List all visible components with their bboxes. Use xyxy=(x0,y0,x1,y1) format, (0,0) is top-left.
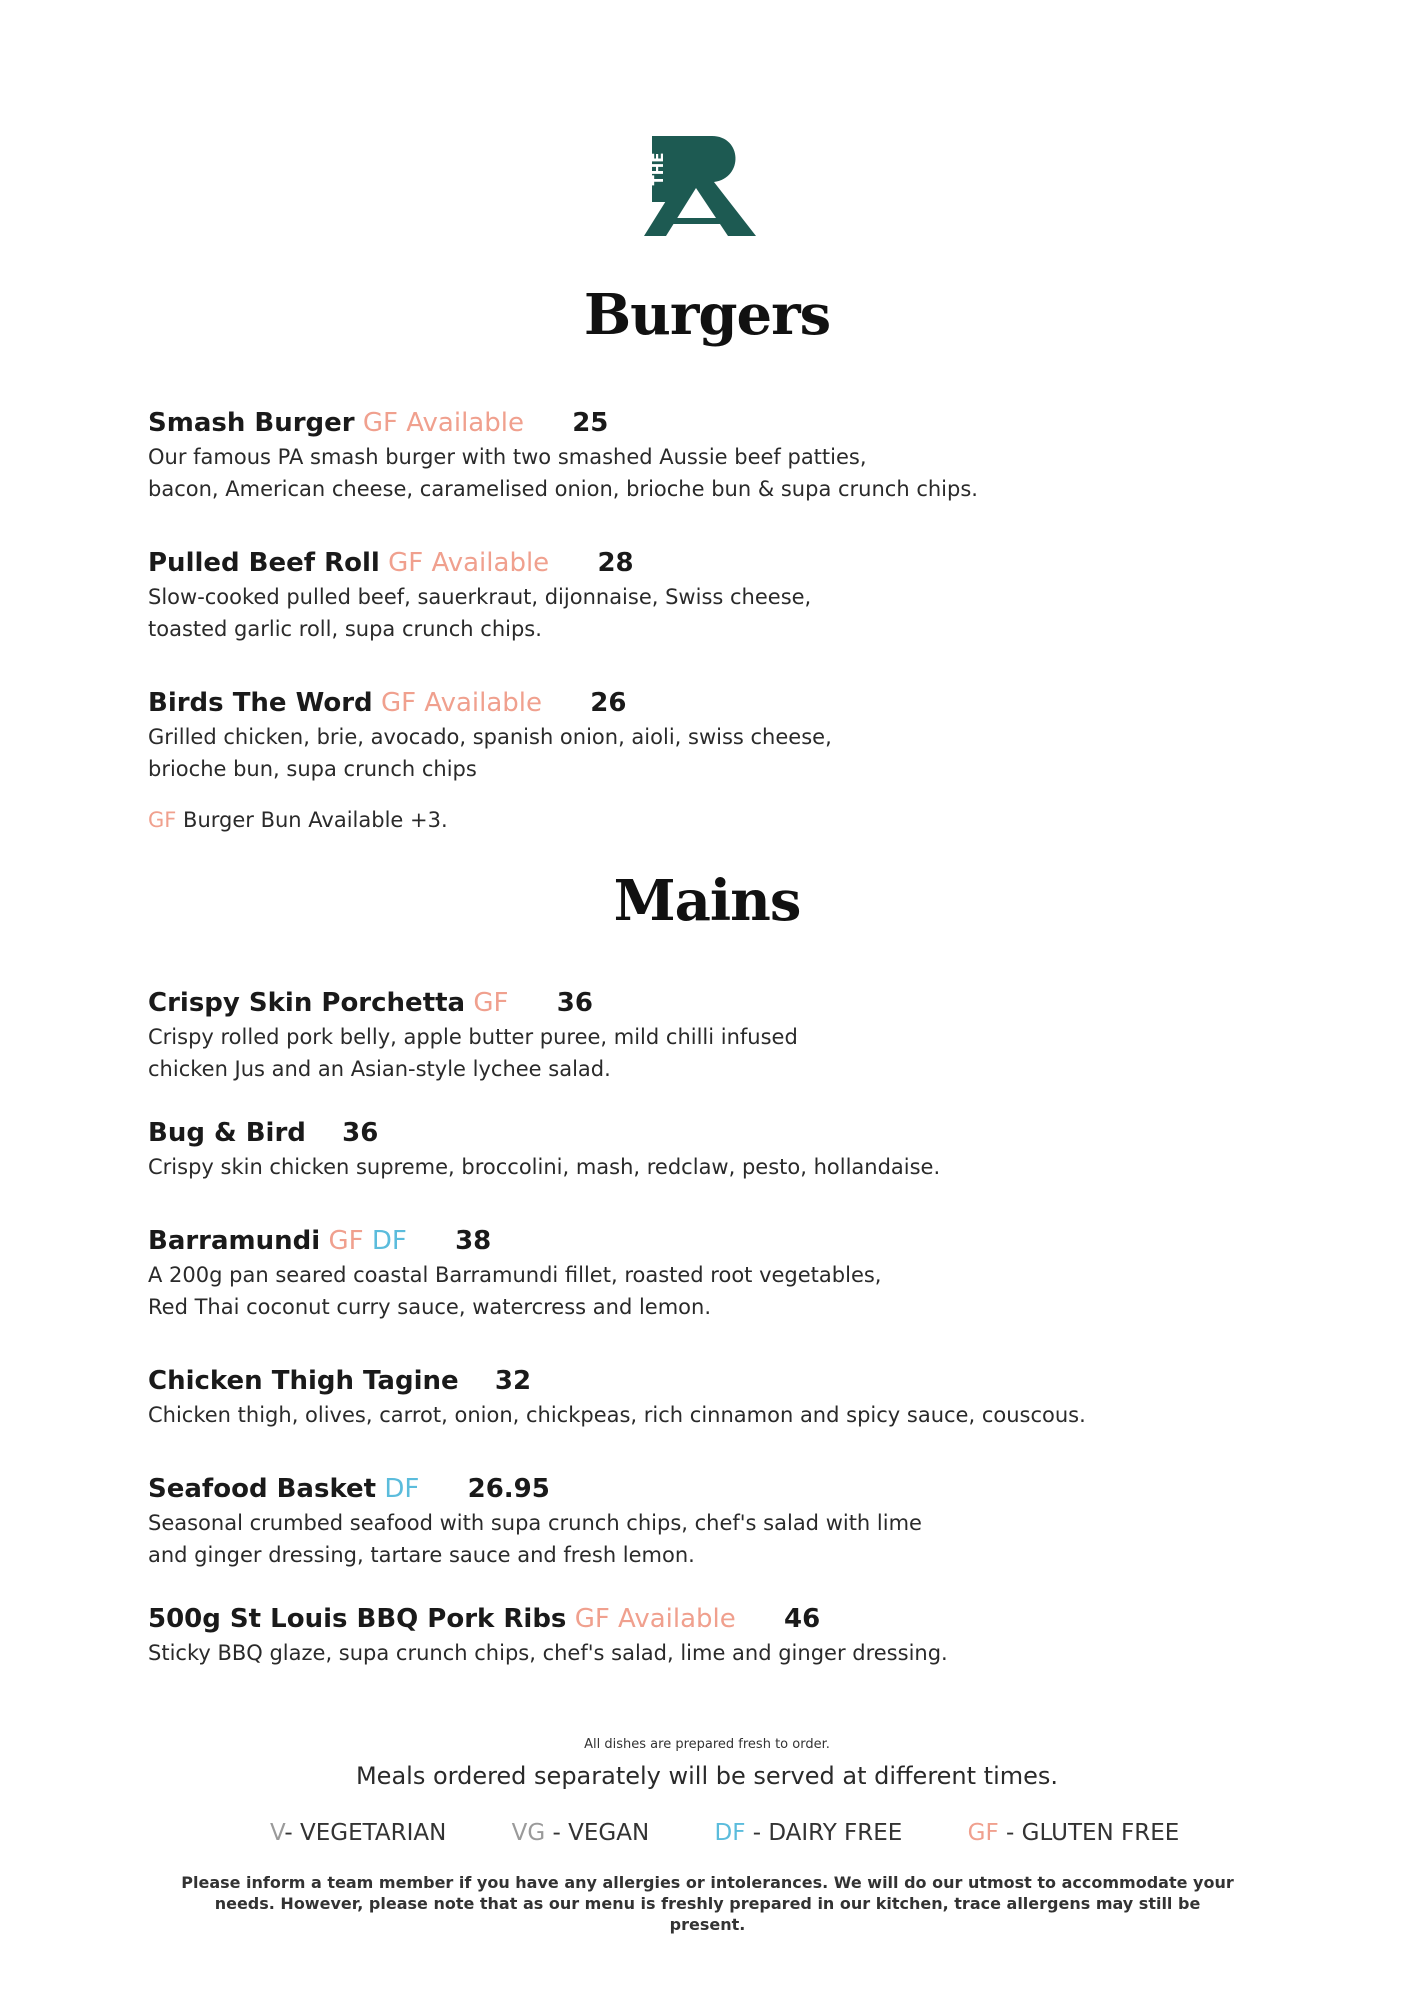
item-price: 26 xyxy=(590,688,627,718)
item-price: 25 xyxy=(572,408,609,438)
item-price: 46 xyxy=(784,1604,821,1634)
gf-tag: GF xyxy=(473,988,509,1018)
dietary-legend xyxy=(270,1820,1179,1846)
menu-item-bug-and-bird xyxy=(148,1116,1298,1182)
item-description: Sticky BBQ glaze, supa crunch chips, chef's salad, lime and ginger dressing. xyxy=(148,1641,948,1665)
item-price: 36 xyxy=(342,1118,379,1148)
item-price: 36 xyxy=(556,988,593,1018)
df-tag: DF xyxy=(384,1474,420,1504)
item-description: Our famous PA smash burger with two smashed Aussie beef patties, xyxy=(148,445,867,469)
menu-item-birds-the-word xyxy=(148,686,1298,784)
logo-text: THE xyxy=(649,152,667,186)
menu-item-smash-burger xyxy=(148,406,1298,504)
fresh-note: All dishes are prepared fresh to order. xyxy=(584,1737,830,1752)
legend-gluten-free: GF - GLUTEN FREE xyxy=(967,1820,1180,1846)
item-description: brioche bun, supa crunch chips xyxy=(148,757,477,781)
item-description: A 200g pan seared coastal Barramundi fillet, roasted root vegetables, xyxy=(148,1263,882,1287)
menu-item-chicken-thigh-tagine xyxy=(148,1364,1298,1430)
item-description: Seasonal crumbed seafood with supa crunch chips, chef's salad with lime xyxy=(148,1511,922,1535)
gf-tag: GF Available xyxy=(388,548,550,578)
item-description: bacon, American cheese, caramelised onion, brioche bun & supa crunch chips. xyxy=(148,477,978,501)
legend-dairy-free: DF - DAIRY FREE xyxy=(714,1820,903,1846)
item-name: Chicken Thigh Tagine xyxy=(148,1366,459,1396)
gf-tag: GF Available xyxy=(380,688,542,718)
item-price: 28 xyxy=(597,548,634,578)
gf-tag: GF Available xyxy=(574,1604,736,1634)
item-price: 38 xyxy=(455,1226,492,1256)
legend-vegan: VG - VEGAN xyxy=(511,1820,650,1846)
allergy-line: needs. However, please note that as our menu is freshly prepared in our kitchen, trace allergens may still be present. xyxy=(214,1894,1201,1934)
gf-bun-note xyxy=(148,808,448,832)
item-price: 32 xyxy=(494,1366,532,1396)
item-name: Bug & Bird xyxy=(148,1118,306,1148)
allergy-line: Please inform a team member if you have any allergies or intolerances. We will do our utmost to accommodate your xyxy=(181,1873,1234,1892)
item-name: Birds The Word xyxy=(148,688,373,718)
item-description: Crispy rolled pork belly, apple butter puree, mild chilli infused xyxy=(148,1025,798,1049)
item-description: Crispy skin chicken supreme, broccolini, mash, redclaw, pesto, hollandaise. xyxy=(148,1155,941,1179)
served-note: Meals ordered separately will be served at different times. xyxy=(355,1762,1059,1790)
menu-item-crispy-skin-porchetta xyxy=(148,986,1298,1084)
allergy-notice xyxy=(180,1872,1235,1935)
df-tag: DF xyxy=(371,1226,407,1256)
pa-logo xyxy=(644,132,774,242)
item-description: Red Thai coconut curry sauce, watercress and lemon. xyxy=(148,1295,711,1319)
item-name: Smash Burger xyxy=(148,408,355,438)
note-text: Burger Bun Available +3. xyxy=(176,808,448,832)
item-name: 500g St Louis BBQ Pork Ribs xyxy=(148,1604,567,1634)
menu-item-barramundi xyxy=(148,1224,1298,1322)
legend-vegetarian: V- VEGETARIAN xyxy=(270,1820,447,1846)
burgers-heading: Burgers xyxy=(583,282,831,348)
item-description: Slow-cooked pulled beef, sauerkraut, dijonnaise, Swiss cheese, xyxy=(148,585,812,609)
item-name: Barramundi xyxy=(148,1226,321,1256)
menu-item-pulled-beef-roll xyxy=(148,546,1298,644)
item-description: Grilled chicken, brie, avocado, spanish onion, aioli, swiss cheese, xyxy=(148,725,832,749)
item-description: Chicken thigh, olives, carrot, onion, chickpeas, rich cinnamon and spicy sauce, couscous. xyxy=(148,1403,1086,1427)
item-description: and ginger dressing, tartare sauce and fresh lemon. xyxy=(148,1543,695,1567)
gf-tag: GF xyxy=(328,1226,364,1256)
item-description: toasted garlic roll, supa crunch chips. xyxy=(148,617,542,641)
menu-item-seafood-basket xyxy=(148,1472,1298,1570)
item-name: Seafood Basket xyxy=(148,1474,377,1504)
item-name: Pulled Beef Roll xyxy=(148,548,380,578)
gf-tag: GF xyxy=(148,808,177,832)
menu-item-pork-ribs xyxy=(148,1602,1298,1668)
mains-heading: Mains xyxy=(613,868,801,934)
item-name: Crispy Skin Porchetta xyxy=(148,988,466,1018)
item-description: chicken Jus and an Asian-style lychee salad. xyxy=(148,1057,611,1081)
gf-tag: GF Available xyxy=(362,408,524,438)
item-price: 26.95 xyxy=(467,1474,550,1504)
